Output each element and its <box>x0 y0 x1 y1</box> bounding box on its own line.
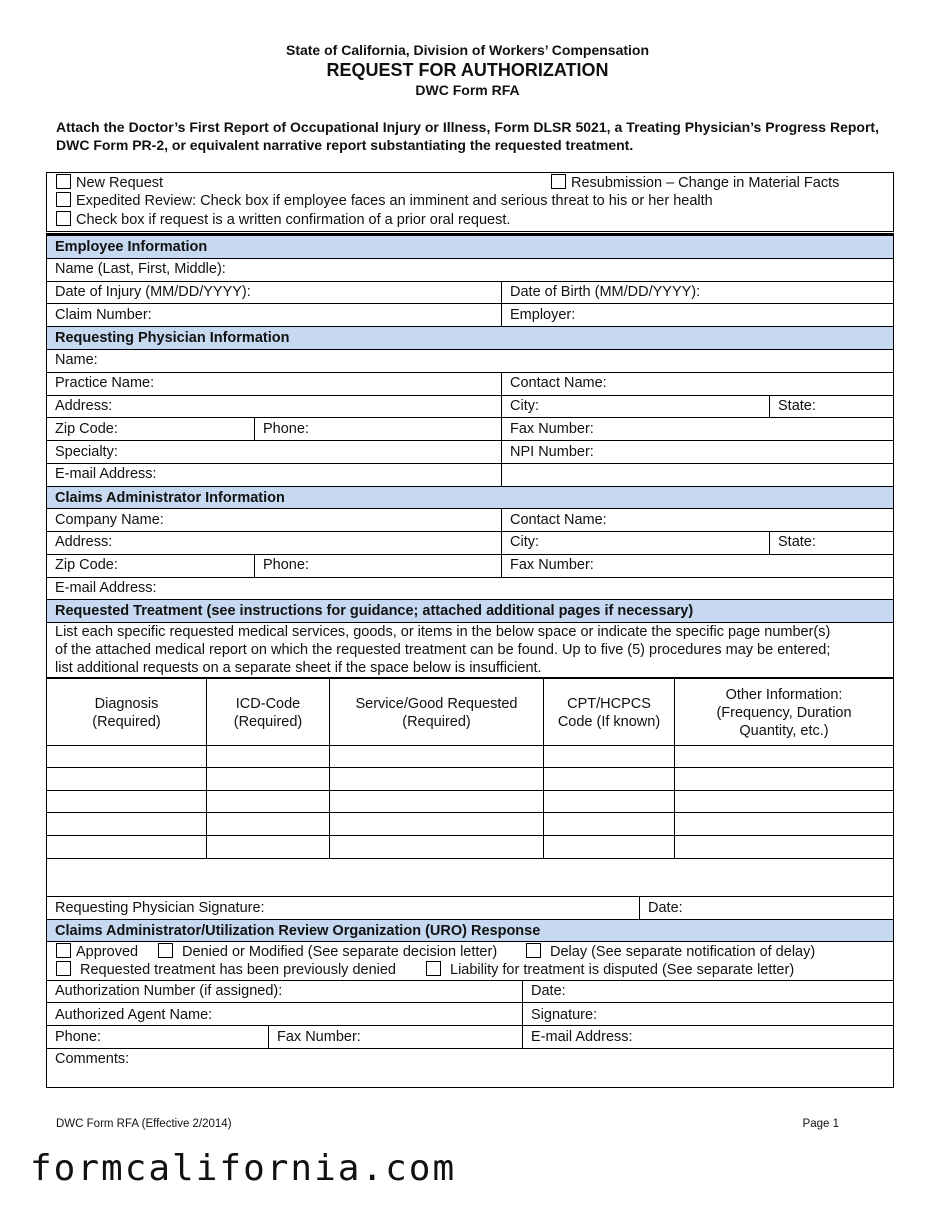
admin-address-field[interactable]: Address: <box>55 534 113 550</box>
denied-label: Denied or Modified (See separate decision letter) <box>182 944 498 960</box>
employer-field[interactable]: Employer: <box>510 307 576 323</box>
employee-section-heading: Employee Information <box>47 236 893 258</box>
physician-contact-name-field[interactable]: Contact Name: <box>510 375 607 391</box>
treatment-section-heading: Requested Treatment (see instructions for guidance; attached additional pages if necessary) <box>47 600 893 622</box>
physician-address-field[interactable]: Address: <box>55 398 113 414</box>
confirmation-label: Check box if request is a written confirmation of a prior oral request. <box>76 212 511 228</box>
physician-zip-field[interactable]: Zip Code: <box>55 421 118 437</box>
employee-name-field[interactable]: Name (Last, First, Middle): <box>55 261 226 277</box>
approved-checkbox[interactable] <box>56 943 71 958</box>
physician-phone-field[interactable]: Phone: <box>263 421 309 437</box>
form-id: DWC Form RFA <box>415 82 520 98</box>
previously-denied-checkbox[interactable] <box>56 961 71 976</box>
admin-contact-name-field[interactable]: Contact Name: <box>510 512 607 528</box>
disputed-label: Liability for treatment is disputed (See separate letter) <box>450 962 795 978</box>
physician-email-field[interactable]: E-mail Address: <box>55 466 157 482</box>
npi-number-field[interactable]: NPI Number: <box>510 444 594 460</box>
admin-city-field[interactable]: City: <box>510 534 539 550</box>
physician-signature-date-field[interactable]: Date: <box>648 900 683 916</box>
treatment-instruction-line-1: List each specific requested medical services, goods, or items in the below space or indicate the specific page number(s) <box>55 624 831 640</box>
treatment-row[interactable] <box>47 813 893 835</box>
response-date-field[interactable]: Date: <box>531 983 566 999</box>
cpt-column-header: CPT/HCPCS Code (If known) <box>557 695 661 730</box>
delay-option[interactable] <box>526 943 815 961</box>
physician-state-field[interactable]: State: <box>778 398 816 414</box>
physician-fax-field[interactable]: Fax Number: <box>510 421 594 437</box>
confirmation-option[interactable] <box>56 211 510 229</box>
authorization-number-field[interactable]: Authorization Number (if assigned): <box>55 983 283 999</box>
physician-name-field[interactable]: Name: <box>55 352 98 368</box>
response-fax-field[interactable]: Fax Number: <box>277 1029 361 1045</box>
treatment-row[interactable] <box>47 836 893 858</box>
date-of-birth-field[interactable]: Date of Birth (MM/DD/YYYY): <box>510 284 701 300</box>
physician-section-heading: Requesting Physician Information <box>47 327 893 349</box>
new-request-label: New Request <box>76 175 164 191</box>
treatment-instruction-line-3: list additional requests on a separate sheet if the space below is insufficient. <box>55 660 542 676</box>
date-of-injury-field[interactable]: Date of Injury (MM/DD/YYYY): <box>55 284 251 300</box>
comments-field[interactable]: Comments: <box>55 1051 130 1067</box>
admin-zip-field[interactable]: Zip Code: <box>55 557 118 573</box>
disputed-checkbox[interactable] <box>426 961 441 976</box>
response-email-field[interactable]: E-mail Address: <box>531 1029 633 1045</box>
treatment-row[interactable] <box>47 791 893 812</box>
response-signature-field[interactable]: Signature: <box>531 1007 598 1023</box>
icd-code-column-header: ICD-Code (Required) <box>233 695 303 730</box>
denied-checkbox[interactable] <box>158 943 173 958</box>
admin-state-field[interactable]: State: <box>778 534 816 550</box>
resubmission-label: Resubmission – Change in Material Facts <box>571 175 840 191</box>
treatment-instruction-line-2: of the attached medical report on which the requested treatment can be found. Up to five (5) procedures may be entered; <box>55 642 831 658</box>
denied-option[interactable] <box>158 943 497 961</box>
delay-label: Delay (See separate notification of delay) <box>550 944 816 960</box>
response-section-heading: Claims Administrator/Utilization Review Organization (URO) Response <box>47 920 893 941</box>
disputed-option[interactable] <box>426 961 794 979</box>
page-number: Page 1 <box>802 1118 839 1130</box>
expedited-checkbox[interactable] <box>56 192 71 207</box>
previously-denied-label: Requested treatment has been previously denied <box>80 962 396 978</box>
admin-phone-field[interactable]: Phone: <box>263 557 309 573</box>
admin-fax-field[interactable]: Fax Number: <box>510 557 594 573</box>
treatment-row[interactable] <box>47 746 893 767</box>
expedited-option[interactable] <box>56 192 713 210</box>
form-effective-date: DWC Form RFA (Effective 2/2014) <box>56 1118 232 1130</box>
diagnosis-column-header: Diagnosis (Required) <box>92 695 161 730</box>
previously-denied-option[interactable] <box>56 961 396 979</box>
other-info-column-header: Other Information: (Frequency, Duration Quantity, etc.) <box>716 686 852 739</box>
physician-signature-field[interactable]: Requesting Physician Signature: <box>55 900 265 916</box>
treatment-row[interactable] <box>47 768 893 790</box>
specialty-field[interactable]: Specialty: <box>55 444 118 460</box>
response-phone-field[interactable]: Phone: <box>55 1029 101 1045</box>
expedited-label: Expedited Review: Check box if employee faces an imminent and serious threat to his or her health <box>76 193 713 209</box>
confirmation-checkbox[interactable] <box>56 211 71 226</box>
new-request-option[interactable] <box>56 174 163 192</box>
attachment-note: Attach the Doctor’s First Report of Occupational Injury or Illness, Form DLSR 5021, a Treating Physician’s Progress Report, DWC Form PR-2, or equivalent narrative report substantiating the requested treatment. <box>56 119 879 153</box>
form-title: REQUEST FOR AUTHORIZATION <box>326 60 609 80</box>
approved-option[interactable] <box>56 943 138 961</box>
service-column-header: Service/Good Requested (Required) <box>355 695 518 730</box>
new-request-checkbox[interactable] <box>56 174 71 189</box>
resubmission-checkbox[interactable] <box>551 174 566 189</box>
practice-name-field[interactable]: Practice Name: <box>55 375 155 391</box>
authorized-agent-name-field[interactable]: Authorized Agent Name: <box>55 1007 213 1023</box>
physician-city-field[interactable]: City: <box>510 398 539 414</box>
delay-checkbox[interactable] <box>526 943 541 958</box>
claim-number-field[interactable]: Claim Number: <box>55 307 152 323</box>
agency-name: State of California, Division of Workers’ Compensation <box>285 42 650 58</box>
watermark: formcalifornia.com <box>30 1148 457 1189</box>
admin-email-field[interactable]: E-mail Address: <box>55 580 157 596</box>
additional-notes-area[interactable] <box>47 859 893 896</box>
resubmission-option[interactable] <box>551 174 839 192</box>
approved-label: Approved <box>76 944 139 960</box>
company-name-field[interactable]: Company Name: <box>55 512 164 528</box>
claims-admin-section-heading: Claims Administrator Information <box>47 487 893 509</box>
